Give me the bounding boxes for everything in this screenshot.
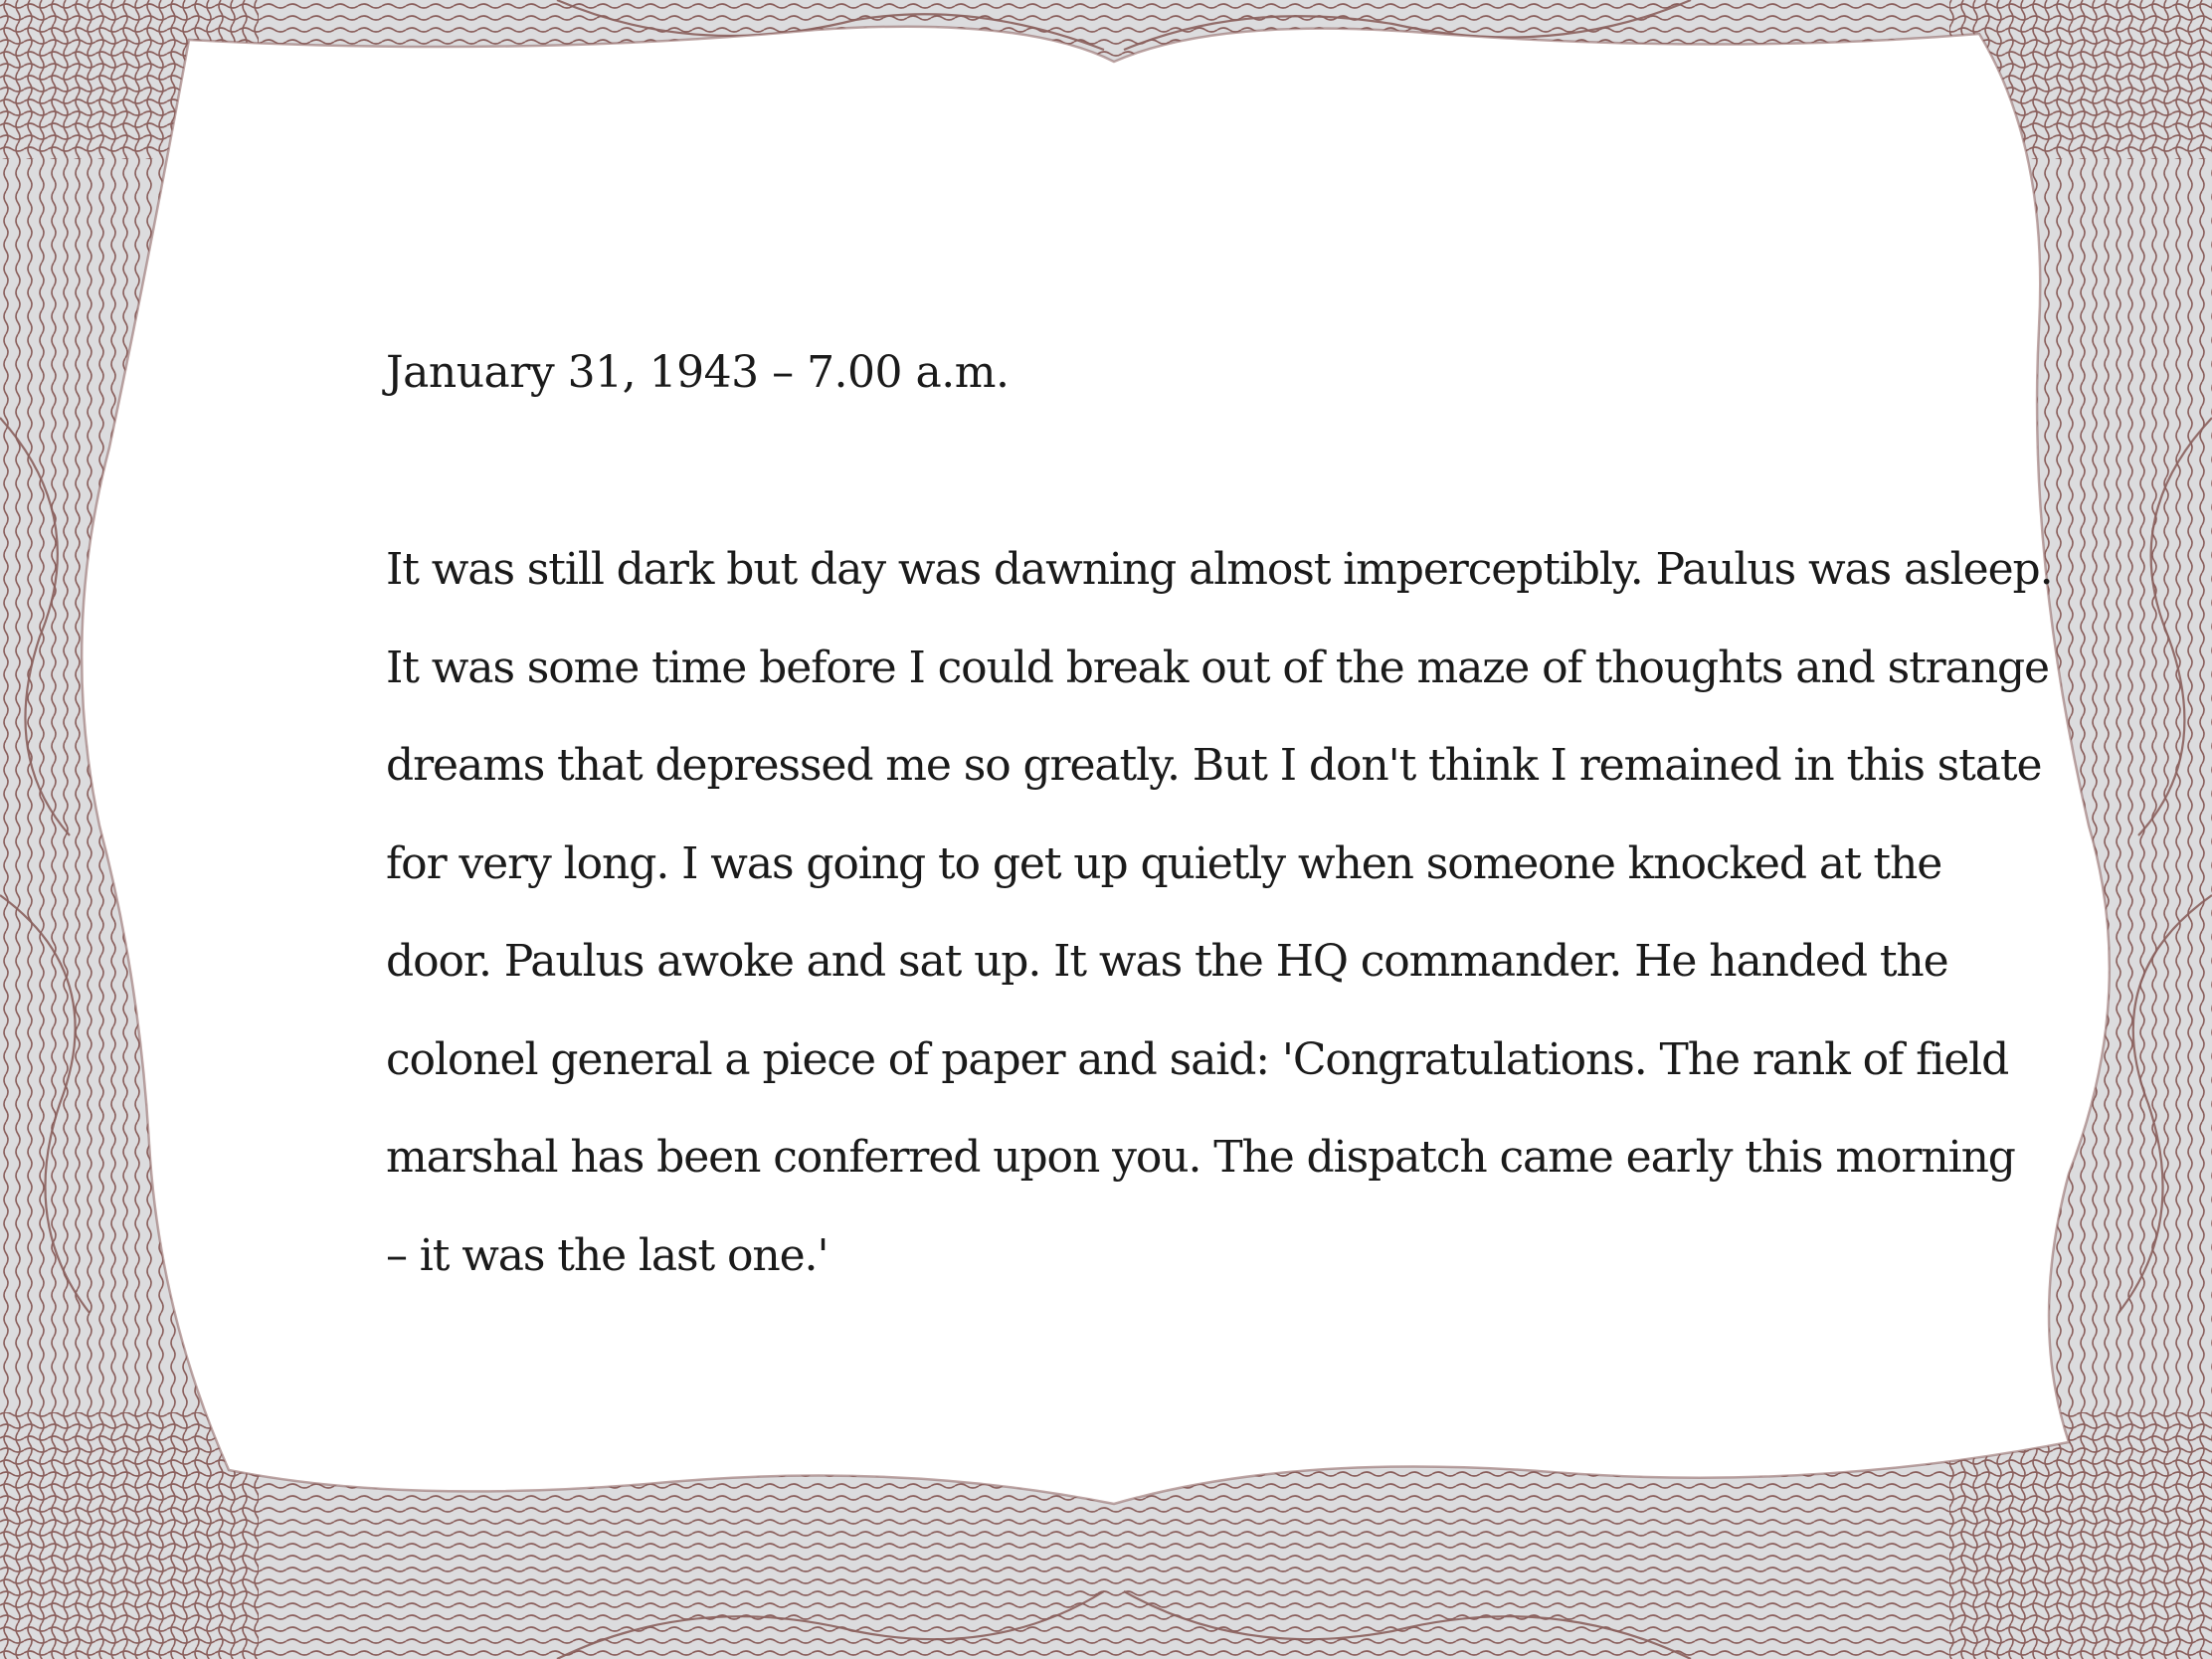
entry-line: for very long. I was going to get up quietly when someone knocked at the	[386, 837, 1942, 889]
entry-line: door. Paulus awoke and sat up. It was the HQ commander. He handed the	[386, 936, 1948, 987]
entry-body	[386, 521, 2053, 1305]
diary-entry	[386, 338, 2053, 1305]
entry-date: January 31, 1943 – 7.00 a.m.	[386, 347, 1010, 398]
entry-line: colonel general a piece of paper and said: 'Congratulations. The rank of field	[386, 1033, 2009, 1085]
entry-line: It was some time before I could break out of the maze of thoughts and strange	[386, 642, 2049, 693]
entry-line: marshal has been conferred upon you. The dispatch came early this morning	[386, 1132, 2015, 1183]
entry-line: – it was the last one.'	[386, 1229, 829, 1281]
entry-line: dreams that depressed me so greatly. But I don't think I remained in this state	[386, 740, 2042, 791]
entry-line: It was still dark but day was dawning almost imperceptibly. Paulus was asleep.	[386, 544, 2053, 595]
